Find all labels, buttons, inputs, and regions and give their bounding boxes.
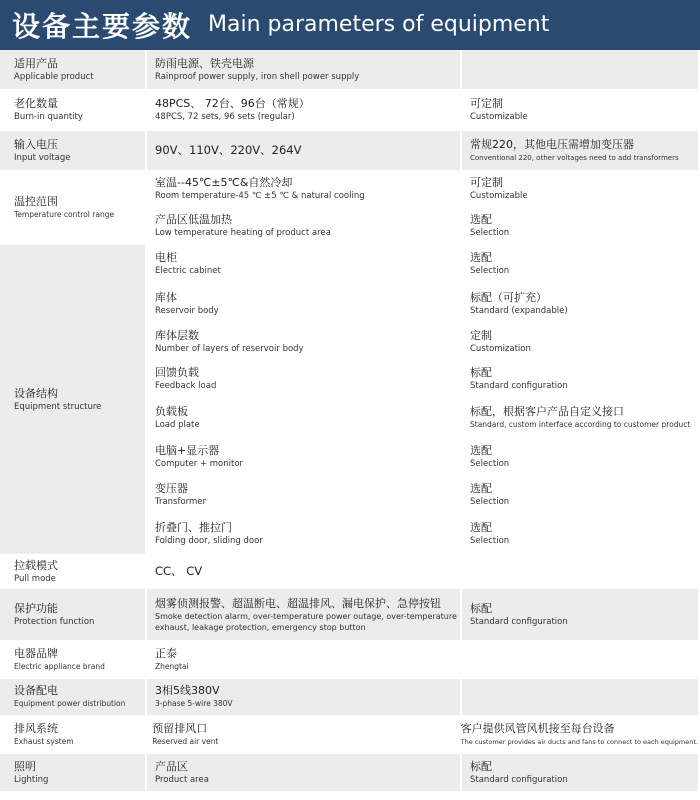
value-zh: 48PCS、 72台、96台（常规） <box>155 97 310 110</box>
item-zh: 回馈负载 <box>155 366 199 380</box>
note-en: Customizable <box>470 112 528 122</box>
item-zh: 库体层数 <box>155 329 199 343</box>
row-protection-function <box>0 589 700 641</box>
config-zh: 标配（可扩充） <box>470 291 547 305</box>
label-en: Protection function <box>14 616 95 627</box>
config-zh: 定制 <box>470 329 492 343</box>
value-zh: 90V、110V、220V、264V <box>155 143 302 157</box>
note-en: The customer provides air ducts and fans to connect to each equipment. <box>460 737 698 746</box>
item-en: Reservoir body <box>155 306 219 317</box>
row-temperature-control <box>0 171 700 245</box>
item-zh: 电脑+显示器 <box>155 443 220 457</box>
item-en: Computer + monitor <box>155 458 244 469</box>
label-en: Electric appliance brand <box>14 661 105 671</box>
value-en: Product area <box>155 774 209 785</box>
item-zh: 变压器 <box>155 482 188 496</box>
title-en: Main parameters of equipment <box>208 12 550 37</box>
temp-subrow-range <box>147 171 700 208</box>
value-zh: 防雨电源、铁壳电源 <box>155 56 254 70</box>
label-en: Pull mode <box>14 573 56 584</box>
row-input-voltage <box>0 131 700 171</box>
note-zh: 可定制 <box>470 176 503 190</box>
value-zh: 产品区 <box>155 759 188 773</box>
note-zh: 标配 <box>470 759 492 773</box>
config-en: Standard configuration <box>470 381 568 392</box>
config-zh: 标配 <box>470 366 492 380</box>
value-en: Reserved air vent <box>152 736 219 746</box>
value-zh: 烟雾侦测报警、超温断电、超温排风、漏电保护、急停按钮 <box>155 596 441 610</box>
item-en: Folding door, sliding door <box>155 536 263 547</box>
item-en: Feedback load <box>155 381 217 392</box>
label-en: Equipment structure <box>14 401 102 412</box>
label-zh: 老化数量 <box>14 97 58 110</box>
note-en: Conventional 220, other voltages need to add transformers <box>470 153 679 162</box>
config-en: Standard, custom interface according to customer product <box>470 419 691 429</box>
config-en: Selection <box>470 458 510 469</box>
label-en: Lighting <box>14 774 49 785</box>
row-lighting <box>0 754 700 792</box>
note-en: Customizable <box>470 191 528 202</box>
item-en: Transformer <box>155 497 207 508</box>
label-en: Input voltage <box>14 152 71 163</box>
value-en: Room temperature-45 ℃ ±5 ℃ & natural cooling <box>155 191 365 202</box>
label-zh: 拉载模式 <box>14 558 58 572</box>
item-en: Load plate <box>155 419 200 430</box>
row-burn-in-quantity <box>0 90 700 131</box>
value-en: Rainproof power supply, iron shell power supply <box>155 71 360 82</box>
item-zh: 负载板 <box>155 404 188 418</box>
label-en: Equipment power distribution <box>14 699 126 708</box>
row-equipment-structure <box>0 245 700 555</box>
label-zh: 输入电压 <box>14 137 58 151</box>
note-zh: 常规220，其他电压需增加变压器 <box>470 137 634 151</box>
label-zh: 排风系统 <box>14 721 58 735</box>
item-zh: 电柜 <box>155 251 177 265</box>
structure-subrow <box>147 399 700 439</box>
config-zh: 标配，根据客户产品自定义接口 <box>470 404 624 418</box>
title-cn: 设备主要参数 <box>12 10 193 43</box>
value-zh: CC、 CV <box>155 564 203 578</box>
label-en: Applicable product <box>14 71 94 82</box>
note-en: Standard configuration <box>470 616 568 627</box>
config-en: Selection <box>470 536 510 547</box>
label-zh: 温控范围 <box>14 194 58 208</box>
config-zh: 选配 <box>470 443 492 457</box>
config-zh: 选配 <box>470 251 492 265</box>
value-en: Low temperature heating of product area <box>155 227 331 238</box>
label-zh: 保护功能 <box>14 601 58 615</box>
item-zh: 折叠门、推拉门 <box>155 521 232 535</box>
label-zh: 适用产品 <box>14 56 58 70</box>
row-appliance-brand <box>0 641 700 679</box>
structure-subrow <box>147 515 700 554</box>
value-zh: 3相5线380V <box>155 684 220 697</box>
config-en: Customization <box>470 344 531 355</box>
note-zh: 客户提供风管风机接至每台设备 <box>460 721 615 735</box>
row-applicable-product <box>0 50 700 90</box>
note-zh: 选配 <box>470 212 492 226</box>
structure-subrow <box>147 361 700 399</box>
structure-subrow <box>147 285 700 325</box>
value-zh: 产品区低温加热 <box>155 212 232 226</box>
config-en: Selection <box>470 266 510 277</box>
label-en: Exhaust system <box>14 736 74 746</box>
item-zh: 库体 <box>155 291 177 305</box>
item-en: Number of layers of reservoir body <box>155 344 304 355</box>
config-en: Selection <box>470 497 510 508</box>
temp-subrow-heating <box>147 208 700 244</box>
structure-subrow <box>147 438 700 476</box>
label-zh: 电器品牌 <box>14 646 58 660</box>
row-power-distribution <box>0 679 700 716</box>
structure-subrow <box>147 325 700 361</box>
config-en: Standard (expandable) <box>470 306 568 317</box>
structure-subrow <box>147 476 700 515</box>
structure-items <box>147 245 700 554</box>
page-header <box>0 0 700 50</box>
value-zh: 预留排风口 <box>152 721 208 735</box>
structure-subrow <box>147 245 700 285</box>
label-zh: 设备配电 <box>14 684 58 697</box>
row-pull-mode <box>0 555 700 589</box>
value-en: 48PCS, 72 sets, 96 sets (regular) <box>155 112 295 122</box>
config-zh: 选配 <box>470 482 492 496</box>
row-exhaust-system <box>0 716 700 754</box>
parameters-table <box>0 50 700 792</box>
label-en: Burn-in quantity <box>14 112 83 122</box>
value-en: Smoke detection alarm, over-temperature power outage, over-temperature exhaust, leakage protection, emergency stop button <box>155 611 457 632</box>
value-en: Zhengtai <box>155 661 189 671</box>
label-en: Temperature control range <box>14 209 115 219</box>
note-en: Selection <box>470 227 510 238</box>
note-en: Standard configuration <box>470 774 568 785</box>
value-zh: 室温--45℃±5℃&自然冷却 <box>155 176 293 190</box>
item-en: Electric cabinet <box>155 266 221 277</box>
label-zh: 设备结构 <box>14 386 58 400</box>
note-zh: 可定制 <box>470 97 503 110</box>
value-zh: 正泰 <box>155 646 177 660</box>
value-en: 3-phase 5-wire 380V <box>155 699 233 708</box>
label-zh: 照明 <box>14 759 36 773</box>
note-zh: 标配 <box>470 601 492 615</box>
config-zh: 选配 <box>470 521 492 535</box>
